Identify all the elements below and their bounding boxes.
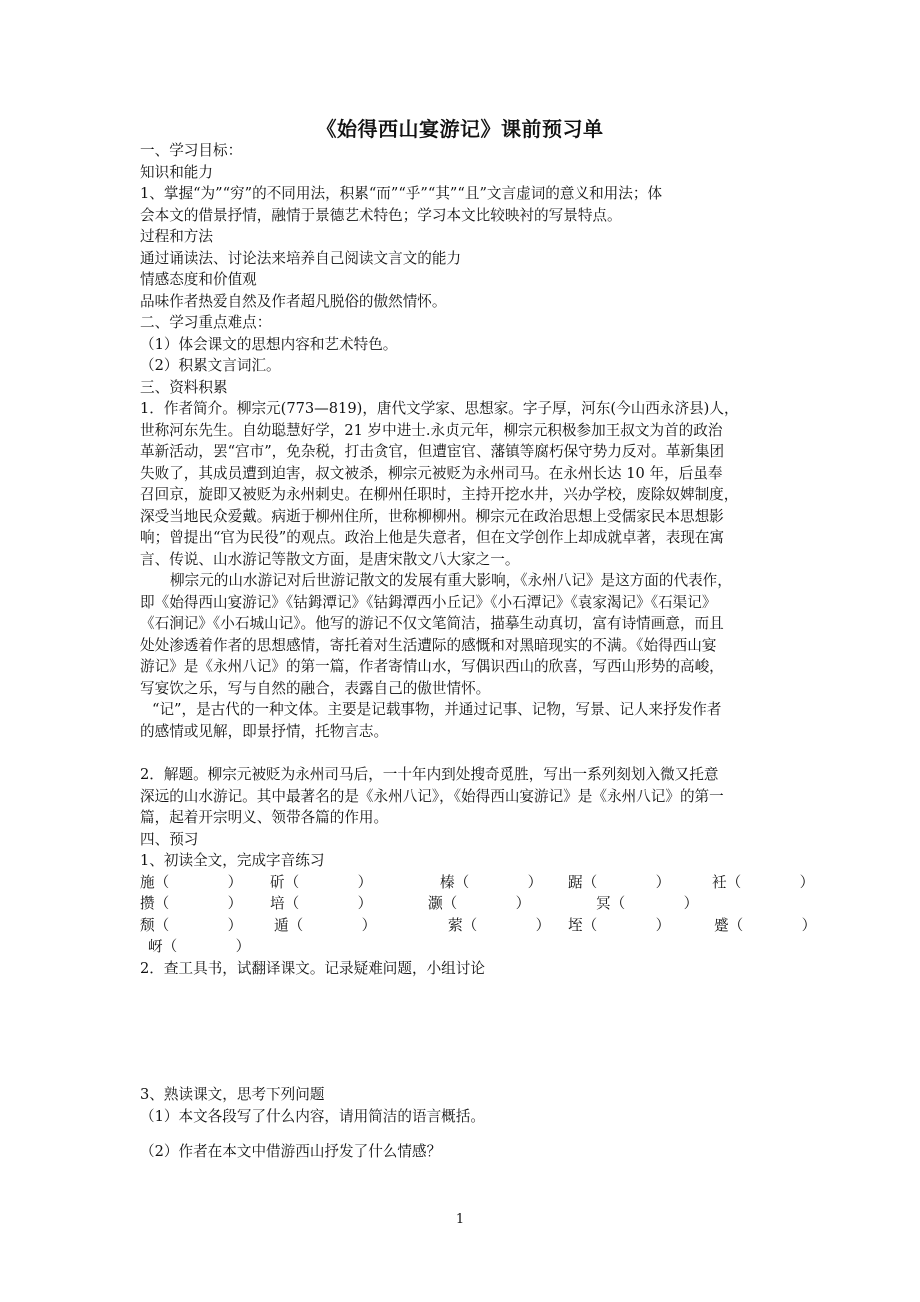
text-line: 会本文的借景抒情，融情于景德艺术特色；学习本文比较映衬的写景特点。 bbox=[140, 206, 622, 224]
phonetic-item: 蹙（ ） bbox=[714, 916, 817, 934]
text-line: （2）积累文言词汇。 bbox=[140, 357, 281, 374]
text-line: （1）体会课文的思想内容和艺术特色。 bbox=[140, 335, 398, 353]
text-line: 柳宗元的山水游记对后世游记散文的发展有重大影响，《永州八记》是这方面的代表作， bbox=[170, 572, 732, 589]
text-line: 响；曾提出“官为民役”的观点。政治上他是失意者，但在文学创作上却成就卓著，表现在寓 bbox=[140, 529, 725, 546]
text-line: 革新活动，罢“宫市”，免杂税，打击贪官，但遭宦官、藩镇等腐朽保守势力反对。革新集团 bbox=[140, 443, 725, 460]
section-heading: 四、预习 bbox=[140, 830, 199, 848]
phonetic-item: 岈（ ） bbox=[148, 938, 251, 955]
text-line: 1．作者简介。柳宗元(773—819)，唐代文学家、思想家。字子厚，河东(今山西永济县)人， bbox=[140, 400, 739, 417]
phonetic-item: 斫（ ） bbox=[270, 873, 373, 891]
text-line: 1、掌握“为”“穷”的不同用法，积累“而”“乎”“其”“且”文言虚词的意义和用法；体 bbox=[140, 185, 663, 202]
text-line: 一、学习目标： bbox=[140, 142, 243, 159]
text-line: 的感情或见解，即景抒情，托物言志。 bbox=[140, 722, 389, 740]
text-line: 写宴饮之乐，写与自然的融合，表露自己的傲世情怀。 bbox=[140, 679, 491, 697]
text-line: 2．解题。柳宗元被贬为永州司马后，一十年内到处搜奇觅胜，写出一系列刻划入微又托意 bbox=[140, 766, 719, 783]
text-line: “记”，是古代的一种文体。主要是记载事物，并通过记事、记物，写景、记人来抒发作者 bbox=[152, 701, 722, 718]
text-line: 失败了，其成员遭到迫害，叔文被杀，柳宗元被贬为永州司马。在永州长达 10 年，后虽奉 bbox=[140, 464, 723, 482]
phonetic-item: 遁（ ） bbox=[274, 916, 377, 934]
question-1: （1）本文各段写了什么内容，请用简洁的语言概括。 bbox=[140, 1107, 485, 1125]
task-3: 3、熟读课文，思考下列问题 bbox=[140, 1086, 325, 1103]
phonetic-item: 培（ ） bbox=[270, 895, 373, 912]
text-line: 二、学习重点难点： bbox=[140, 314, 272, 331]
phonetic-item: 攒（ ） bbox=[140, 895, 243, 912]
phonetic-row bbox=[140, 893, 780, 915]
phonetic-item: 萦（ ） bbox=[448, 916, 551, 934]
task-2: 2．查工具书，试翻译课文。记录疑难问题，小组讨论 bbox=[140, 959, 485, 977]
text-line: 游记》是《永州八记》的第一篇，作者寄情山水，写偶识西山的欣喜，写西山形势的高峻， bbox=[140, 658, 724, 675]
phonetic-row bbox=[140, 936, 780, 958]
document-title: 《始得西山宴游记》课前预习单 bbox=[316, 117, 604, 141]
text-line: 情感态度和价值观 bbox=[140, 271, 257, 288]
text-line: 深受当地民众爱戴。病逝于柳州住所，世称柳柳州。柳宗元在政治思想上受儒家民本思想影 bbox=[140, 507, 724, 525]
text-line: 知识和能力 bbox=[140, 163, 213, 181]
text-line: 通过诵读法、讨论法来培养自己阅读文言文的能力 bbox=[140, 249, 462, 267]
text-line: 召回京，旋即又被贬为永州刺史。在柳州任职时，主持开挖水井，兴办学校，废除奴婢制度， bbox=[140, 486, 739, 503]
text-line: 三、资料积累 bbox=[140, 378, 228, 396]
document-body bbox=[140, 140, 817, 1163]
phonetic-item: 垤（ ） bbox=[568, 916, 671, 934]
text-line: 深远的山水游记。其中最著名的是《永州八记》，《始得西山宴游记》是《永州八记》的第一 bbox=[140, 787, 724, 805]
text-line: 言、传说、山水游记等散文方面，是唐宋散文八大家之一。 bbox=[140, 550, 520, 568]
phonetic-row bbox=[140, 915, 817, 937]
phonetic-item: 颓（ ） bbox=[140, 916, 243, 934]
text-line: 即《始得西山宴游记》《钴鉧潭记》《钴鉧潭西小丘记》《小石潭记》《袁家渴记》《石渠记》 bbox=[140, 593, 717, 611]
text-line: 1、初读全文，完成字音练习 bbox=[140, 852, 325, 869]
phonetic-item: 榛（ ） bbox=[440, 873, 543, 891]
phonetic-item: 衽（ ） bbox=[712, 873, 815, 891]
text-line: 过程和方法 bbox=[140, 228, 213, 245]
text-line: 品味作者热爱自然及作者超凡脱俗的傲然情怀。 bbox=[140, 292, 447, 310]
text-line: 世称河东先生。自幼聪慧好学，21 岁中进士.永贞元年，柳宗元积极参加王叔文为首的政治 bbox=[140, 421, 723, 439]
question-2: （2）作者在本文中借游西山抒发了什么情感？ bbox=[140, 1143, 442, 1160]
text-line: 《石涧记》《小石城山记》。他写的游记不仅文笔简洁，描摹生动真切，富有诗情画意，而且 bbox=[140, 615, 724, 632]
phonetic-item: 施（ ） bbox=[140, 873, 243, 891]
phonetic-item: 冥（ ） bbox=[596, 895, 699, 912]
phonetic-row bbox=[140, 872, 815, 894]
phonetic-item: 灏（ ） bbox=[428, 895, 531, 912]
text-line: 篇，起着开宗明义、领带各篇的作用。 bbox=[140, 809, 389, 826]
phonetic-item: 踞（ ） bbox=[568, 873, 671, 891]
page-number: 1 bbox=[455, 1212, 465, 1227]
text-line: 处处渗透着作者的思想感情，寄托着对生活遭际的感慨和对黑暗现实的不满。《始得西山宴 bbox=[140, 636, 717, 654]
